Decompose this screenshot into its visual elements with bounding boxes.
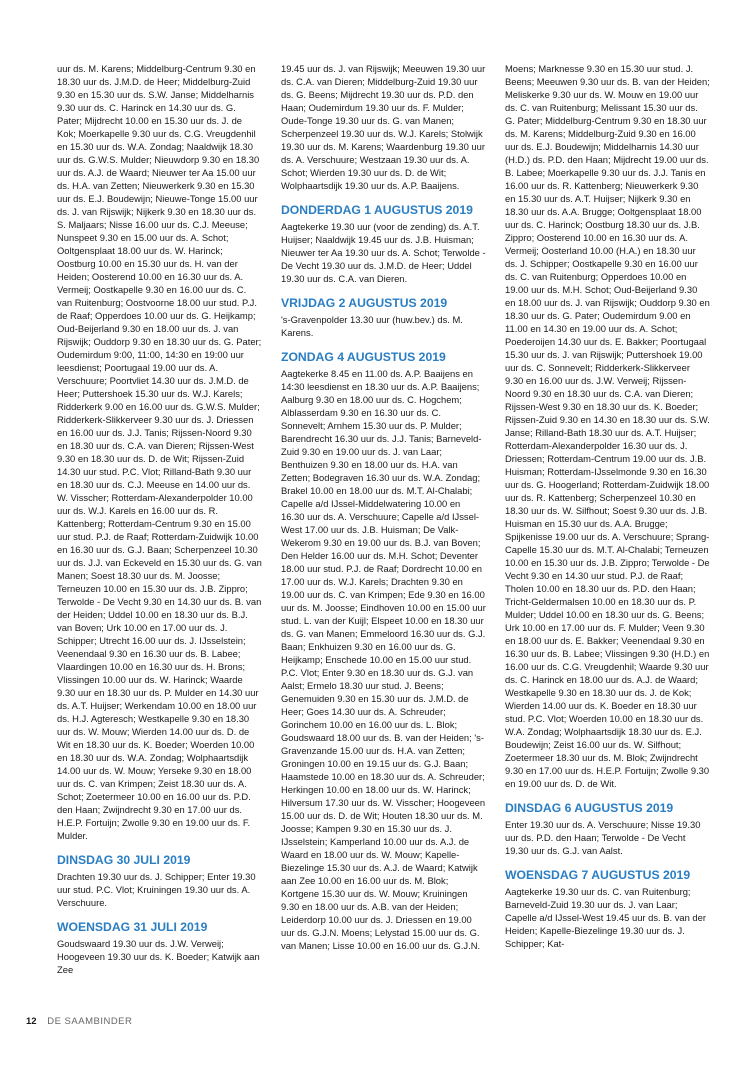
section-heading: DINSDAG 6 AUGUSTUS 2019 xyxy=(505,801,674,815)
section-heading: WOENSDAG 31 JULI 2019 xyxy=(57,920,208,934)
schedule-text: uur ds. M. Karens; Middelburg-Centrum 9.30 en 18.30 uur ds. J.M.D. de Heer; Middelburg-Zuid 9.30 en 15.30 uur ds. S.W. Janse; Middelharnis 9.30 uur ds. C. Harinck en 14.30 uur ds. G. Pater; Mijdrecht 10.00 en 15.30 uur ds. J. de Kok; Moerkapelle 9.30 uur ds. C.G. Vreugdenhil en 15.30 uur ds. W.A. Zondag; Naaldwijk 18.30 uur ds. G.W.S. Mulder; Nieuwdorp 9.30 en 18.30 uur ds. A.J. de Waard; Nieuwer ter Aa 15.00 uur ds. H.A. van Zetten; Nieuwerkerk 9.30 en 15.30 uur ds. E.J. Boudewijn; Nieuwe-Tonge 15.00 uur ds. J. van Rijswijk; Nijkerk 9.30 en 18.30 uur ds. S. Maljaars; Nisse 16.00 uur ds. C.J. Meeuse; Nunspeet 9.30 en 15.00 uur ds. A. Schot; Ooltgensplaat 18.00 uur ds. W. Harinck; Oostburg 10.00 en 15.30 uur ds. H. van der Heiden; Oosterend 10.00 en 16.30 uur ds. A. Vermeij; Oostkapelle 9.30 en 16.00 uur ds. C. van Ruitenburg; Oostvoorne 18.00 uur stud. P.J. de Raaf; Opperdoes 10.00 uur ds. G. Heijkamp; Oud-Beijerland 9.30 en 18.00 uur ds. J. van Rijswijk; Ouddorp 9.30 en 18.30 uur ds. G. Pater; Oudemirdum 9:00, 11:00, 14:30 en 19:00 uur leesdienst; Poortugaal 19.00 uur ds. A. Verschuure; Poortvliet 14.30 uur ds. J.M.D. de Heer; Puttershoek 15.30 uur ds. W.J. Karels; Ridderkerk 9.00 en 16.00 uur ds. G.W.S. Mulder; Ridderkerk-Slikkerveer 9.30 uur ds. J. Driessen en 16.00 uur ds. J.J. Tanis; Rijssen-Noord 9.30 en 18.30 uur ds. C.A. van Dieren; Rijssen-West 9.30 en 18.30 uur ds. D. de Wit; Rijssen-Zuid 14.30 uur stud. P.C. Vlot; Rilland-Bath 9.30 uur en 18.30 uur ds. C.J. Meeuse en 14.00 uur ds. W. Visscher; Rotterdam-Alexanderpolder 10.00 uur ds. W.J. Karels en 16.00 uur ds. R. Kattenberg; Rotterdam-Centrum 9.30 en 15.00 uur stud. P.J. de Raaf; Rotterdam-Zuidwijk 10.00 en 16.30 uur ds. G.J. Baan; Scherpenzeel 10.30 uur ds. J.J. van Eckeveld en 15.30 uur ds. G. van Manen; Soest 18.30 uur ds. M. Joosse; Terneuzen 10.00 en 15.30 uur ds. J.B. Zippro; Terwolde - De Vecht 9.30 en 14.30 uur ds. B. van der Heiden; Uddel 10.00 en 18.30 uur ds. B.J. van Boven; Urk 10.00 en 17.00 uur ds. J. Schipper; Utrecht 16.00 uur ds. J. IJsselstein; Veenendaal 9.30 en 16.30 uur ds. B. Labee; Vlaardingen 10.00 en 16.30 uur ds. H. Brons; Vlissingen 10.00 uur ds. W. Harinck; Waarde 9.30 uur en 18.30 uur ds. P. Mulder en 14.30 uur ds. A.T. Huijser; Werkendam 10.00 en 18.00 uur ds. H.J. Agteresch; Westkapelle 9.30 en 18.30 uur ds. W. Mouw; Wierden 14.00 uur ds. D. de Wit en 18.30 uur ds. K. Boeder; Woerden 10.00 en 18.30 uur ds. W.A. Zondag; Wolphaartsdijk 14.00 uur ds. W. Mouw; Yerseke 9.30 en 18.00 uur ds. C. van Krimpen; Zeist 18.30 uur ds. A. Schot; Zoetermeer 10.00 en 16.00 uur ds. P.D. den Haan; Zwijndrecht 9.30 en 17.00 uur ds. H.E.P. Fortuijn; Zwolle 9.30 en 19.00 uur ds. F. Mulder. xyxy=(57,63,262,841)
schedule-text: Aagtekerke 19.30 uur ds. C. van Ruitenburg; Barneveld-Zuid 19.30 uur ds. J. van Laar; Capelle a/d IJssel-West 19.45 uur ds. B. van der Heiden; Kapelle-Biezelinge 19.30 uur ds. J. Schipper; Kat- xyxy=(505,886,706,949)
section-heading: ZONDAG 4 AUGUSTUS 2019 xyxy=(281,350,446,364)
page-number: 12 xyxy=(26,1016,37,1027)
column-middle xyxy=(281,62,486,952)
schedule-text: 's-Gravenpolder 13.30 uur (huw.bev.) ds. M. Karens. xyxy=(281,314,463,338)
column-right xyxy=(505,62,710,950)
publication-name: DE SAAMBINDER xyxy=(47,1016,133,1027)
schedule-text: 19.45 uur ds. J. van Rijswijk; Meeuwen 19.30 uur ds. C.A. van Dieren; Middelburg-Zuid 19.30 uur ds. G. Beens; Mijdrecht 19.30 uur ds. P.D. den Haan; Oudemirdum 19.30 uur ds. F. Mulder; Oude-Tonge 19.30 uur ds. G. van Manen; Scherpenzeel 19.30 uur ds. W.J. Karels; Stolwijk 19.30 uur ds. M. Karens; Waardenburg 19.30 uur ds. A. Verschuure; Westzaan 19.30 uur ds. A. Schot; Wierden 19.30 uur ds. D. de Wit; Wolphaartsdijk 19.30 uur ds. A.P. Baaijens. xyxy=(281,63,486,191)
schedule-text: Aagtekerke 19.30 uur (voor de zending) ds. A.T. Huijser; Naaldwijk 19.45 uur ds. J.B. Huisman; Nieuwer ter Aa 19.30 uur ds. A. Schot; Terwolde - De Vecht 19.30 uur ds. J.M.D. de Heer; Uddel 19.30 uur ds. C.A. van Dieren. xyxy=(281,221,486,284)
column-left xyxy=(57,62,262,976)
section-heading: DINSDAG 30 JULI 2019 xyxy=(57,853,191,867)
schedule-text: Enter 19.30 uur ds. A. Verschuure; Nisse 19.30 uur ds. P.D. den Haan; Terwolde - De Vecht 19.30 uur ds. G.J. van Aalst. xyxy=(505,819,701,856)
page-footer xyxy=(26,1016,132,1028)
schedule-text: Goudswaard 19.30 uur ds. J.W. Verweij; Hoogeveen 19.30 uur ds. K. Boeder; Katwijk aan Zee xyxy=(57,938,260,975)
schedule-text: Aagtekerke 8.45 en 11.00 ds. A.P. Baaijens en 14:30 leesdienst en 18.30 uur ds. A.P. Baaijens; Aalburg 9.30 en 18.00 uur ds. C. Hogchem; Alblasserdam 9.30 en 16.30 uur ds. C. Sonnevelt; Arnhem 15.30 uur ds. P. Mulder; Barendrecht 16.30 uur ds. J.J. Tanis; Barneveld-Zuid 9.30 en 19.00 uur ds. J. van Laar; Benthuizen 9.30 en 18.00 uur ds. H.A. van Zetten; Bodegraven 16.30 uur ds. W.A. Zondag; Brakel 10.00 en 18.00 uur ds. M.T. Al-Chalabi; Capelle a/d IJssel-Middelwatering 10.00 en 16.30 uur ds. A. Verschuure; Capelle a/d IJssel-West 17.00 uur ds. J.B. Huisman; De Valk-Wekerom 9.30 en 19.00 uur ds. B.J. van Boven; Den Helder 16.00 uur ds. M.H. Schot; Deventer 18.00 uur stud. P.J. de Raaf; Dordrecht 10.00 en 17.00 uur ds. W.J. Karels; Drachten 9.30 en 19.00 uur ds. C. van Krimpen; Ede 9.30 en 16.00 uur ds. M. Joosse; Eindhoven 10.00 en 15.00 uur stud. L. van der Kuijl; Elspeet 10.00 en 18.30 uur ds. G. van Manen; Emmeloord 16.30 uur ds. G.J. Baan; Enkhuizen 9.30 en 16.00 uur ds. G. Heijkamp; Enschede 10.00 en 15.00 uur stud. P.C. Vlot; Enter 9.30 en 18.30 uur ds. G.J. van Aalst; Ermelo 18.30 uur stud. J. Beens; Genemuiden 9.30 en 15.30 uur ds. J.M.D. de Heer; Goes 14.30 uur ds. A. Schreuder; Gorinchem 10.00 en 16.00 uur ds. L. Blok; Goudswaard 18.00 uur ds. B. van der Heiden; 's-Gravenzande 15.00 uur ds. H.A. van Zetten; Groningen 10.00 en 19.15 uur ds. G.J. Baan; Haamstede 10.00 en 18.30 uur ds. A. Schreuder; Herkingen 10.00 en 18.00 uur ds. W. Harinck; Hilversum 17.30 uur ds. W. Visscher; Hoogeveen 15.00 uur ds. D. de Wit; Houten 18.30 uur ds. M. Joosse; Kampen 9.30 en 15.30 uur ds. J. IJsselstein; Kamperland 10.00 uur ds. A.J. de Waard en 18.00 uur ds. W. Mouw; Kapelle-Biezelinge 15.30 uur ds. A.J. de Waard; Katwijk aan Zee 10.00 en 16.00 uur ds. M. Blok; Kortgene 15.30 uur ds. W. Mouw; Kruiningen 9.30 en 18.00 uur ds. A.B. van der Heiden; Leiderdorp 10.00 uur ds. J. Driessen en 19.00 uur ds. G.J.N. Moens; Lelystad 15.00 uur ds. G. van Manen; Lisse 10.00 en 16.00 uur ds. G.J.N. xyxy=(281,368,486,951)
section-heading: WOENSDAG 7 AUGUSTUS 2019 xyxy=(505,868,691,882)
section-heading: DONDERDAG 1 AUGUSTUS 2019 xyxy=(281,203,473,217)
schedule-text: Drachten 19.30 uur ds. J. Schipper; Enter 19.30 uur stud. P.C. Vlot; Kruiningen 19.30 uur ds. A. Verschuure. xyxy=(57,871,256,908)
schedule-text: Moens; Marknesse 9.30 en 15.30 uur stud. J. Beens; Meeuwen 9.30 uur ds. B. van der Heiden; Meliskerke 9.30 uur ds. W. Mouw en 19.00 uur ds. C. van Ruitenburg; Melissant 15.30 uur ds. G. Pater; Middelburg-Centrum 9.30 en 18.30 uur ds. M. Karens; Middelburg-Zuid 9.30 en 16.00 uur ds. E.J. Boudewijn; Middelharnis 14.30 uur (H.D.) ds. P.D. den Haan; Mijdrecht 19.00 uur ds. B. Labee; Moerkapelle 9.30 uur ds. J.J. Tanis en 16.00 uur ds. R. Kattenberg; Nieuwerkerk 9.30 en 15.30 uur ds. A.T. Huijser; Nijkerk 9.30 en 18.30 uur ds. A.A. Brugge; Ooltgensplaat 18.00 uur ds. C. Harinck; Oostburg 18.30 uur ds. J.B. Zippro; Oosterend 10.00 en 16.30 uur ds. A. Vermeij; Oosterland 10.00 (H.A.) en 18.30 uur ds. J. Schipper; Oostkapelle 9.30 en 16.00 uur ds. C. van Ruitenburg; Opperdoes 10.00 en 19.00 uur ds. M.H. Schot; Oud-Beijerland 9.30 en 18.00 uur ds. J. van Rijswijk; Ouddorp 9.30 en 18.30 uur ds. G. Pater; Oudemirdum 9.00 en 11.00 en 14.30 en 19.00 uur ds. A. Schot; Poederoijen 14.30 uur ds. E. Bakker; Poortugaal 15.30 uur ds. J. van Rijswijk; Puttershoek 19.00 uur ds. C. Sonnevelt; Ridderkerk-Slikkerveer 9.30 en 16.00 uur ds. J.W. Verweij; Rijssen-Noord 9.30 en 18.30 uur ds. C.A. van Dieren; Rijssen-West 9.30 en 18.30 uur ds. K. Boeder; Rijssen-Zuid 9.30 en 14.30 en 18.30 uur ds. S.W. Janse; Rilland-Bath 18.30 uur ds. A.T. Huijser; Rotterdam-Alexanderpolder 16.30 uur ds. J. Driessen; Rotterdam-Centrum 19.00 uur ds. J.B. Huisman; Rotterdam-IJsselmonde 9.30 en 16.30 uur ds. G. Hoogerland; Rotterdam-Zuidwijk 18.00 uur ds. R. Kattenberg; Scherpenzeel 10.30 en 18.30 uur ds. W. Silfhout; Soest 9.30 uur ds. J.B. Huisman en 15.30 uur ds. A.A. Brugge; Spijkenisse 19.00 uur ds. A. Verschuure; Sprang-Capelle 15.30 uur ds. M.T. Al-Chalabi; Terneuzen 10.00 en 15.30 uur ds. J.B. Zippro; Terwolde - De Vecht 9.30 en 14.30 uur stud. P.J. de Raaf; Tholen 10.00 en 18.30 uur ds. P.D. den Haan; Tricht-Geldermalsen 10.00 en 18.30 uur ds. P. Mulder; Uddel 10.00 en 18.30 uur ds. G. Beens; Urk 10.00 en 17.00 uur ds. F. Mulder; Veen 9.30 en 18.00 uur ds. E. Bakker; Veenendaal 9.30 en 16.30 uur ds. B. Labee; Vlissingen 9.30 (H.D.) en 16.00 uur ds. C.G. Vreugdenhil; Waarde 9.30 uur ds. C. Harinck en 18.00 uur ds. A.J. de Waard; Westkapelle 9.30 en 18.30 uur ds. J. de Kok; Wierden 14.00 uur ds. K. Boeder en 18.30 uur stud. P.C. Vlot; Woerden 10.00 en 18.30 uur ds. W.A. Zondag; Wolphaartsdijk 18.30 uur ds. E.J. Boudewijn; Zeist 16.00 uur ds. W. Silfhout; Zoetermeer 18.30 uur ds. M. Blok; Zwijndrecht 9.30 en 17.00 uur ds. H.E.P. Fortuijn; Zwolle 9.30 en 19.00 uur ds. D. de Wit. xyxy=(505,63,710,789)
section-heading: VRIJDAG 2 AUGUSTUS 2019 xyxy=(281,296,448,310)
